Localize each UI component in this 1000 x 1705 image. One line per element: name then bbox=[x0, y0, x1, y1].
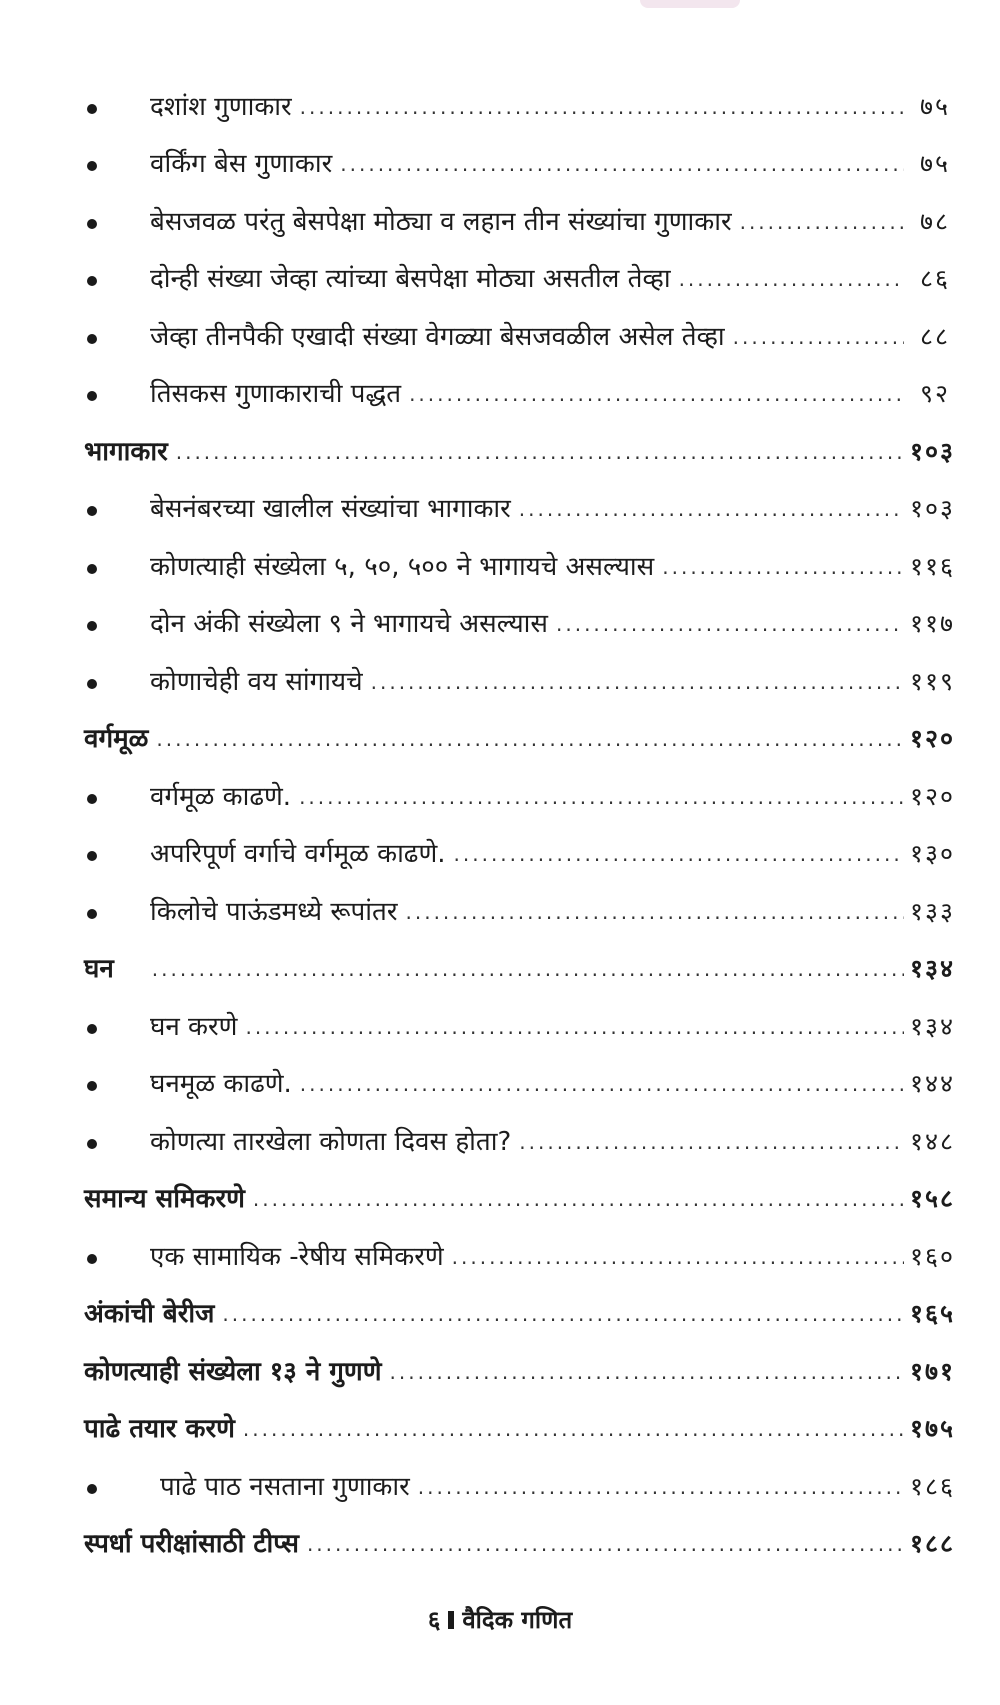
toc-entry-page: १६० bbox=[910, 1241, 956, 1271]
bullet-icon bbox=[87, 506, 97, 516]
dot-leader bbox=[340, 151, 904, 177]
dot-leader bbox=[733, 324, 904, 350]
toc-section bbox=[84, 1397, 956, 1455]
toc-section-title: घन bbox=[84, 954, 114, 984]
bullet-icon bbox=[87, 851, 97, 861]
dot-leader bbox=[253, 1186, 904, 1212]
dot-leader bbox=[452, 1244, 904, 1270]
toc-section-page: १३४ bbox=[910, 954, 956, 983]
toc-section bbox=[84, 1512, 956, 1570]
bullet-icon bbox=[87, 1024, 97, 1034]
toc-entry-title: घन करणे bbox=[150, 1011, 238, 1042]
toc-entry-page: १४४ bbox=[910, 1069, 956, 1098]
toc-entry-title: अपरिपूर्ण वर्गाचे वर्गमूळ काढणे. bbox=[150, 839, 446, 869]
toc-entry bbox=[84, 822, 956, 880]
toc-entry-page: १४८ bbox=[910, 1126, 956, 1156]
toc-entry-page: १८६ bbox=[910, 1471, 956, 1501]
toc-entry-title: कोणाचेही वय सांगायचे bbox=[150, 666, 363, 697]
toc-entry-page: १३३ bbox=[910, 896, 956, 926]
dot-leader bbox=[409, 381, 904, 407]
toc-entry bbox=[84, 132, 950, 190]
dot-leader bbox=[406, 899, 905, 925]
toc-entry-title: कोणत्याही संख्येला ५, ५०, ५०० ने भागायचे असल्यास bbox=[150, 551, 655, 582]
toc-entry bbox=[84, 649, 956, 707]
separator-bar-icon bbox=[448, 1611, 454, 1629]
bullet-icon bbox=[87, 1081, 97, 1091]
toc-entry-page: १३० bbox=[910, 839, 956, 868]
toc-entry-page: १०३ bbox=[910, 494, 956, 523]
toc-entry-page: ८६ bbox=[919, 264, 950, 293]
dot-leader bbox=[662, 554, 904, 580]
bullet-icon bbox=[87, 1484, 97, 1494]
toc-entry-title: एक सामायिक -रेषीय समिकरणे bbox=[150, 1241, 444, 1272]
toc-entry bbox=[84, 189, 950, 247]
toc-section-title: वर्गमूळ bbox=[84, 724, 149, 754]
toc-entry-page: ७५ bbox=[919, 91, 950, 121]
page-edge-mark bbox=[640, 0, 740, 8]
dot-leader bbox=[519, 1129, 904, 1155]
toc-section-page: १०३ bbox=[910, 436, 956, 466]
bullet-icon bbox=[87, 564, 97, 574]
toc-section-title: कोणत्याही संख्येला १३ ने गुणणे bbox=[84, 1356, 382, 1387]
bullet-icon bbox=[87, 1254, 97, 1264]
toc-entry bbox=[84, 1109, 956, 1167]
dot-leader bbox=[740, 209, 904, 235]
toc-entry bbox=[84, 994, 956, 1052]
toc-section-title: स्पर्धा परीक्षांसाठी टीप्स bbox=[84, 1529, 299, 1559]
toc-section-title: अंकांची बेरीज bbox=[84, 1299, 215, 1329]
bullet-icon bbox=[87, 334, 97, 344]
page-footer bbox=[0, 1603, 1000, 1636]
toc-entry bbox=[84, 534, 956, 592]
dot-leader bbox=[300, 94, 904, 120]
toc-entry bbox=[84, 74, 950, 132]
dot-leader bbox=[454, 841, 904, 867]
toc-entry-page: ७८ bbox=[919, 206, 950, 236]
dot-leader bbox=[152, 956, 904, 982]
bullet-icon bbox=[87, 1139, 97, 1149]
toc-entry bbox=[84, 1224, 956, 1282]
toc-section-page: १५८ bbox=[910, 1184, 956, 1213]
toc-section bbox=[84, 937, 956, 995]
toc-entry-page: ७५ bbox=[919, 149, 950, 178]
toc-entry-title: वर्गमूळ काढणे. bbox=[150, 781, 292, 812]
toc-entry bbox=[84, 477, 956, 535]
dot-leader bbox=[243, 1416, 904, 1442]
bullet-icon bbox=[87, 909, 97, 919]
toc-entry-page: ८८ bbox=[919, 321, 950, 351]
toc-entry-title: दशांश गुणाकार bbox=[150, 91, 292, 122]
table-of-contents bbox=[84, 74, 956, 1569]
toc-entry-title: दोन अंकी संख्येला ९ ने भागायचे असल्यास bbox=[150, 609, 548, 639]
bullet-icon bbox=[87, 219, 97, 229]
toc-entry-title: बेसनंबरच्या खालील संख्यांचा भागाकार bbox=[150, 494, 511, 524]
toc-section-page: १८८ bbox=[910, 1529, 956, 1558]
dot-leader bbox=[299, 784, 904, 810]
dot-leader bbox=[556, 611, 904, 637]
toc-entry bbox=[84, 1052, 956, 1110]
toc-entry-page: ९२ bbox=[919, 379, 950, 408]
dot-leader bbox=[390, 1359, 904, 1385]
bullet-icon bbox=[87, 679, 97, 689]
toc-entry-page: १३४ bbox=[910, 1011, 956, 1041]
toc-section-page: १७१ bbox=[910, 1356, 956, 1386]
toc-section bbox=[84, 707, 956, 765]
toc-entry-title: जेव्हा तीनपैकी एखादी संख्या वेगळ्या बेसजवळील असेल तेव्हा bbox=[150, 321, 725, 352]
toc-entry bbox=[84, 247, 950, 305]
toc-section bbox=[84, 1339, 956, 1397]
toc-entry-page: ११६ bbox=[910, 551, 956, 581]
toc-entry-page: १२० bbox=[910, 781, 956, 811]
bullet-icon bbox=[87, 621, 97, 631]
toc-entry-title: दोन्ही संख्या जेव्हा त्यांच्या बेसपेक्षा मोठ्या असतील तेव्हा bbox=[150, 264, 671, 294]
footer-page-number: ६ bbox=[427, 1606, 441, 1634]
bullet-icon bbox=[87, 161, 97, 171]
toc-entry bbox=[84, 362, 950, 420]
toc-section-page: १६५ bbox=[910, 1299, 956, 1328]
toc-entry bbox=[84, 764, 956, 822]
bullet-icon bbox=[87, 391, 97, 401]
toc-entry-title: वर्किंग बेस गुणाकार bbox=[150, 149, 333, 179]
toc-entry-title: किलोचे पाऊंडमध्ये रूपांतर bbox=[150, 896, 398, 927]
dot-leader bbox=[156, 726, 904, 752]
dot-leader bbox=[371, 669, 904, 695]
bullet-icon bbox=[87, 794, 97, 804]
bullet-icon bbox=[87, 104, 97, 114]
toc-entry-title: तिसकस गुणाकाराची पद्धत bbox=[150, 379, 402, 409]
toc-entry bbox=[84, 304, 950, 362]
footer-book-title: वैदिक गणित bbox=[462, 1606, 573, 1634]
dot-leader bbox=[245, 1014, 904, 1040]
toc-entry-title: कोणत्या तारखेला कोणता दिवस होता? bbox=[150, 1126, 512, 1157]
toc-entry-title: पाढे पाठ नसताना गुणाकार bbox=[160, 1471, 410, 1502]
toc-section-title: भागाकार bbox=[84, 436, 168, 467]
toc-section-page: १७५ bbox=[910, 1414, 956, 1443]
toc-entry-page: ११७ bbox=[910, 609, 956, 638]
toc-entry-page: ११९ bbox=[910, 666, 956, 696]
dot-leader bbox=[176, 439, 904, 465]
toc-entry bbox=[84, 879, 956, 937]
toc-entry-title: घनमूळ काढणे. bbox=[150, 1069, 292, 1099]
toc-section-page: १२० bbox=[910, 724, 956, 753]
toc-entry bbox=[84, 1454, 956, 1512]
dot-leader bbox=[418, 1474, 904, 1500]
toc-section-title: पाढे तयार करणे bbox=[84, 1414, 235, 1444]
toc-entry-title: बेसजवळ परंतु बेसपेक्षा मोठ्या व लहान तीन संख्यांचा गुणाकार bbox=[150, 206, 732, 237]
toc-entry bbox=[84, 592, 956, 650]
dot-leader bbox=[222, 1301, 904, 1327]
dot-leader bbox=[300, 1071, 904, 1097]
toc-section bbox=[84, 1167, 956, 1225]
toc-section-title: समान्य समिकरणे bbox=[84, 1184, 245, 1214]
dot-leader bbox=[307, 1531, 904, 1557]
dot-leader bbox=[519, 496, 904, 522]
bullet-icon bbox=[87, 276, 97, 286]
dot-leader bbox=[679, 266, 904, 292]
toc-section bbox=[84, 1282, 956, 1340]
toc-section bbox=[84, 419, 956, 477]
